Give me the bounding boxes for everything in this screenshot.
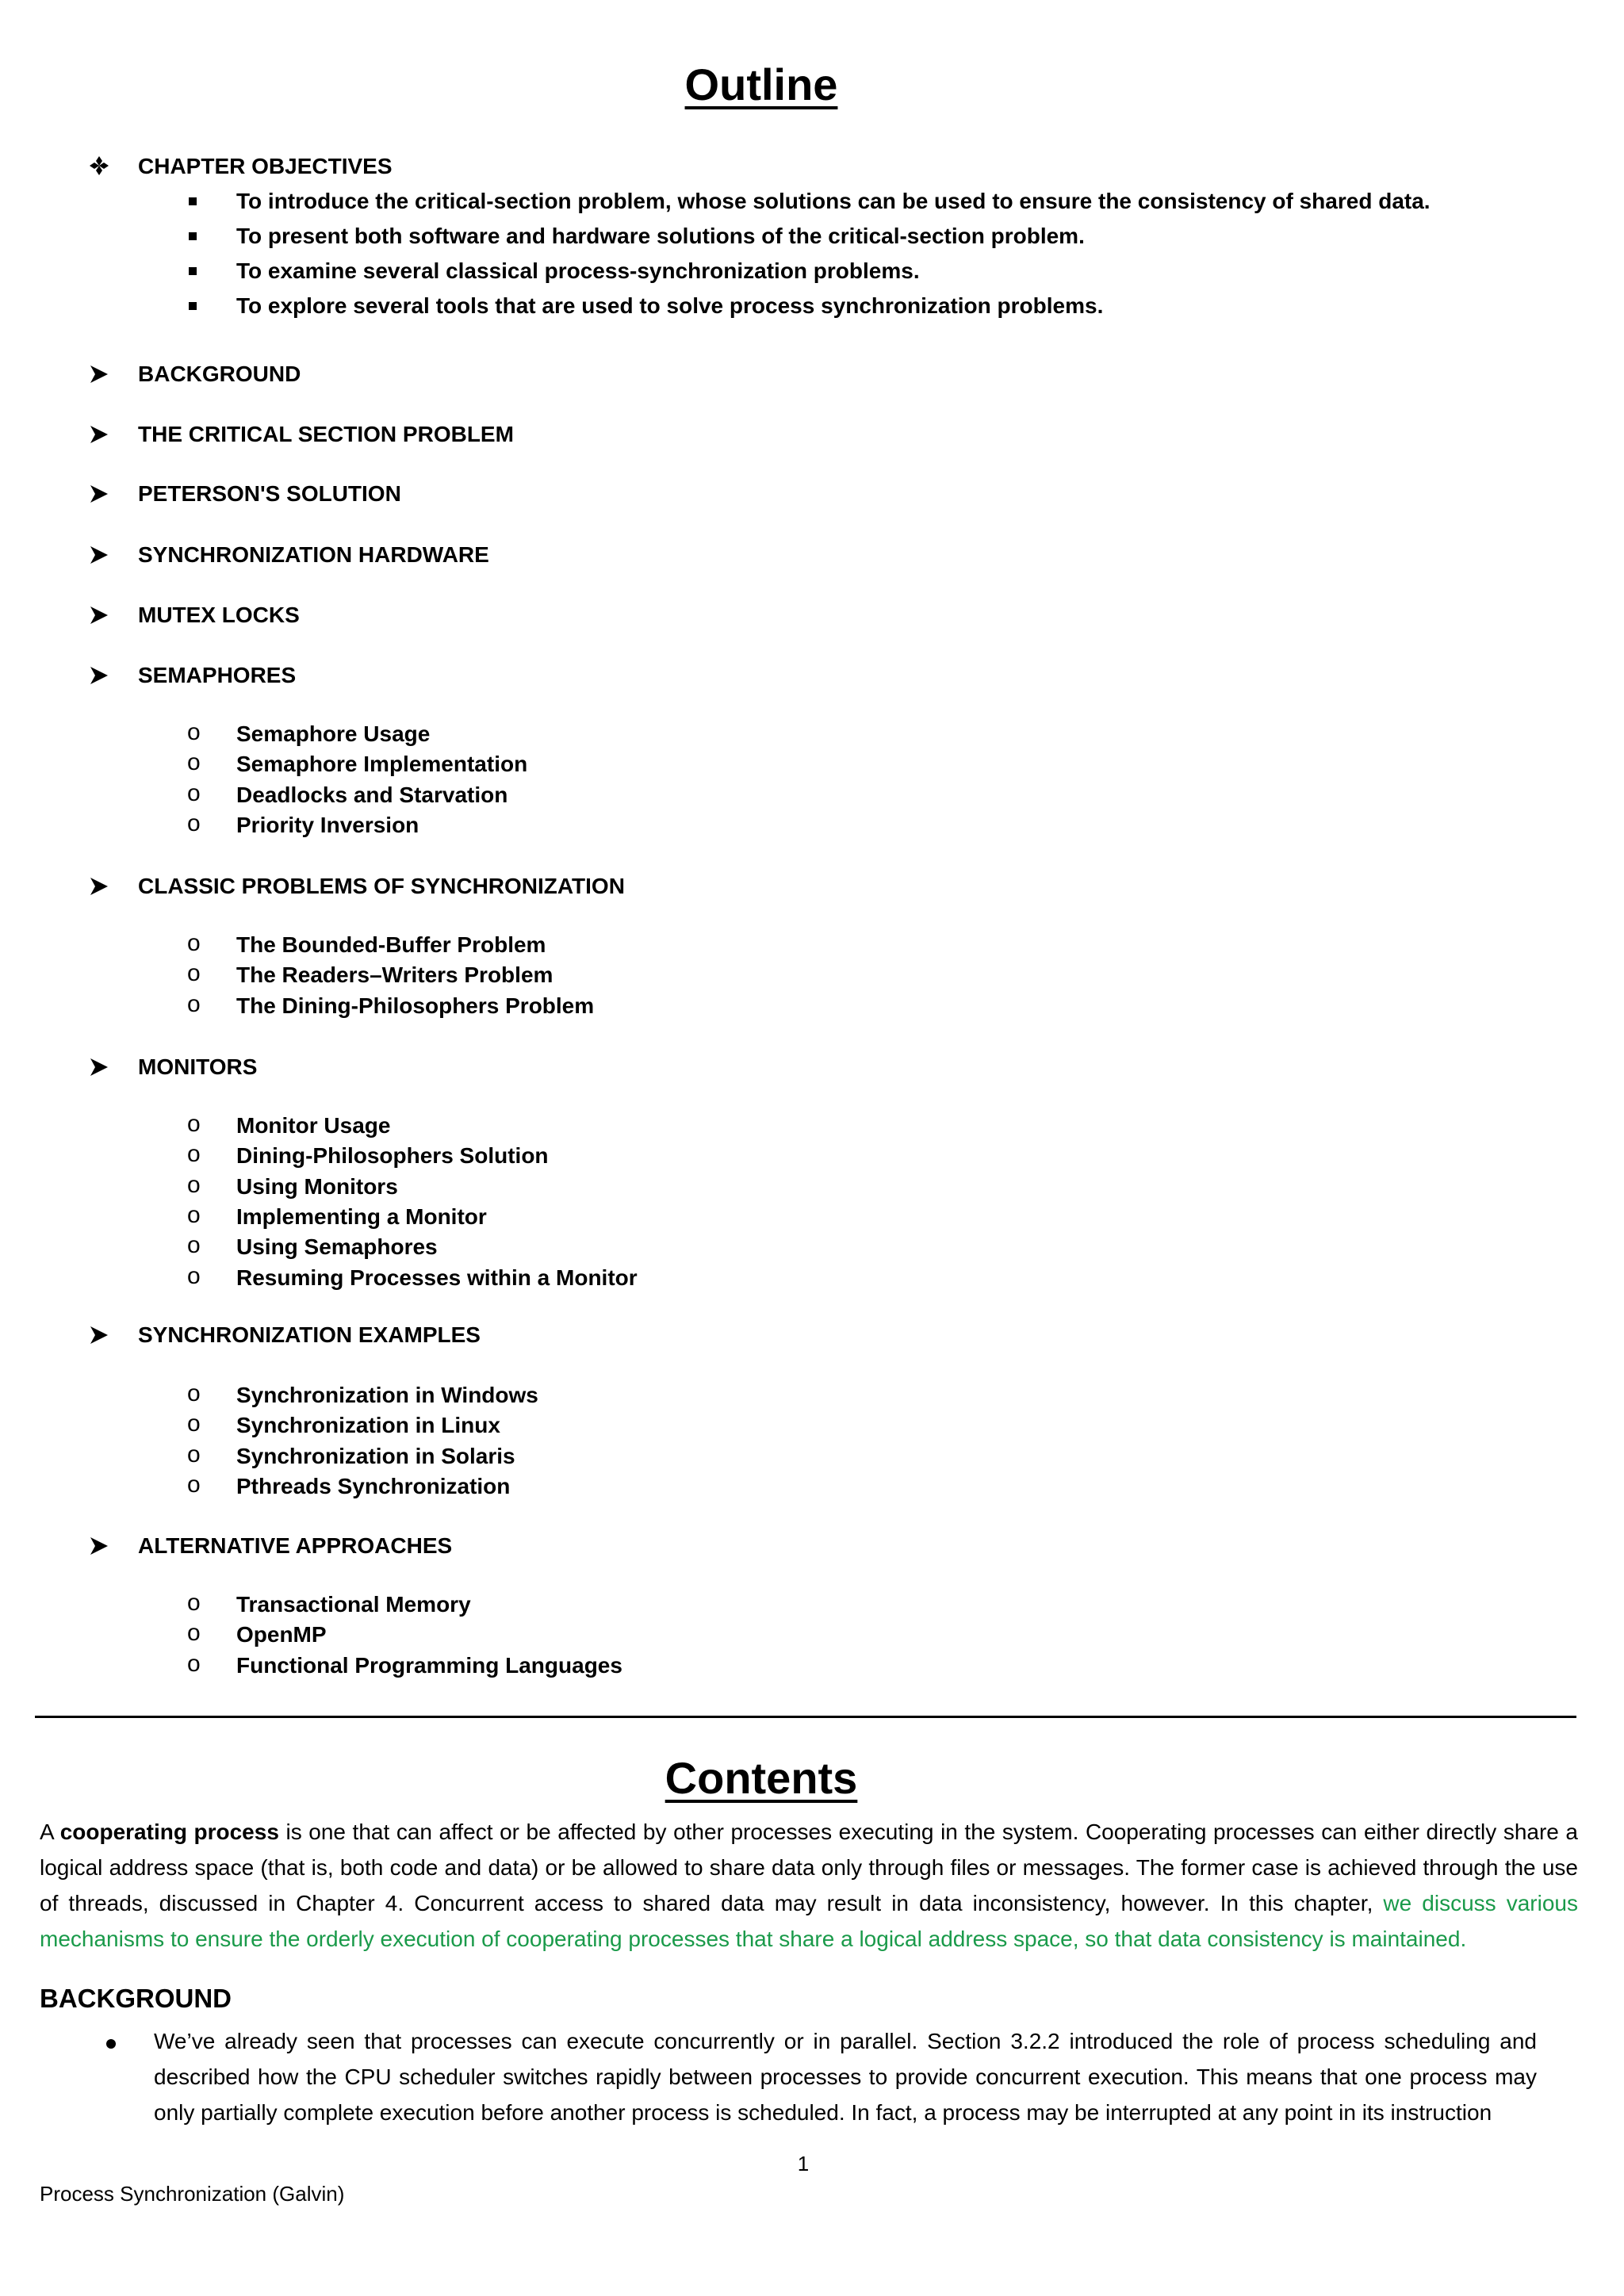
square-bullet-icon — [189, 197, 197, 205]
outline-subitem: Synchronization in Solaris — [236, 1444, 515, 1468]
objective-item: To present both software and hardware solutions of the critical-section problem. — [236, 224, 1085, 248]
outline-section-heading: SYNCHRONIZATION HARDWARE — [138, 542, 489, 567]
section-divider — [35, 1716, 1576, 1718]
square-bullet-icon — [189, 232, 197, 240]
circle-bullet-icon: o — [187, 810, 201, 836]
footer-source: Process Synchronization (Galvin) — [40, 2182, 345, 2206]
background-heading: BACKGROUND — [40, 1984, 232, 2013]
outline-section-heading: SEMAPHORES — [138, 663, 297, 687]
arrow-bullet-icon — [89, 484, 109, 504]
outline-section-heading: PETERSON'S SOLUTION — [138, 481, 401, 506]
outline-subitem: Synchronization in Windows — [236, 1383, 538, 1407]
outline-subitem: Deadlocks and Starvation — [236, 783, 508, 807]
outline-section-heading: MONITORS — [138, 1054, 258, 1079]
outline-subitem: Semaphore Implementation — [236, 752, 528, 776]
outline-subitem: Monitor Usage — [236, 1113, 391, 1138]
objective-item: To examine several classical process-synchronization problems. — [236, 258, 920, 283]
outline-section-heading: ALTERNATIVE APPROACHES — [138, 1533, 453, 1558]
outline-title: Outline — [684, 59, 838, 109]
circle-bullet-icon: o — [187, 1471, 201, 1498]
arrow-bullet-icon — [89, 876, 109, 897]
circle-bullet-icon: o — [187, 930, 201, 956]
circle-bullet-icon: o — [187, 1111, 201, 1137]
outline-subitem: Priority Inversion — [236, 813, 419, 837]
outline-section-heading: THE CRITICAL SECTION PROBLEM — [138, 422, 514, 446]
circle-bullet-icon: o — [187, 1651, 201, 1677]
arrow-bullet-icon — [89, 665, 109, 686]
square-bullet-icon — [189, 302, 197, 310]
circle-bullet-icon: o — [187, 1620, 201, 1646]
outline-subitem: Synchronization in Linux — [236, 1413, 500, 1437]
cooperating-process-term: cooperating process — [59, 1820, 279, 1844]
arrow-bullet-icon — [89, 1057, 109, 1077]
objective-item: To explore several tools that are used to solve process synchronization problems. — [236, 293, 1104, 318]
objective-item: To introduce the critical-section problem, whose solutions can be used to ensure the consistency of shared data. — [236, 189, 1431, 213]
circle-bullet-icon: o — [187, 1441, 201, 1468]
bullet-dot-icon — [106, 2039, 116, 2049]
outline-subitem: Resuming Processes within a Monitor — [236, 1265, 638, 1290]
circle-bullet-icon: o — [187, 719, 201, 745]
arrow-bullet-icon — [89, 424, 109, 445]
outline-subitem: OpenMP — [236, 1622, 327, 1647]
circle-bullet-icon: o — [187, 960, 201, 986]
square-bullet-icon — [189, 267, 197, 275]
circle-bullet-icon: o — [187, 749, 201, 775]
outline-subitem: The Bounded-Buffer Problem — [236, 932, 546, 957]
outline-subitem: Transactional Memory — [236, 1592, 471, 1617]
outline-subitem: The Dining-Philosophers Problem — [236, 993, 595, 1018]
circle-bullet-icon: o — [187, 1590, 201, 1616]
outline-subitem: Dining-Philosophers Solution — [236, 1143, 549, 1168]
circle-bullet-icon: o — [187, 1232, 201, 1258]
outline-subitem: Using Semaphores — [236, 1234, 438, 1259]
circle-bullet-icon: o — [187, 1380, 201, 1406]
arrow-bullet-icon — [89, 1536, 109, 1556]
circle-bullet-icon: o — [187, 1172, 201, 1198]
outline-subitem: Semaphore Usage — [236, 721, 431, 746]
outline-section-heading: CLASSIC PROBLEMS OF SYNCHRONIZATION — [138, 874, 625, 898]
circle-bullet-icon: o — [187, 991, 201, 1017]
circle-bullet-icon: o — [187, 1141, 201, 1167]
arrow-bullet-icon — [89, 1325, 109, 1345]
outline-section-heading: BACKGROUND — [138, 362, 301, 386]
diamond-bullet-icon — [89, 155, 109, 176]
outline-section-heading: MUTEX LOCKS — [138, 603, 300, 627]
page-number: 1 — [797, 2152, 810, 2175]
background-bullet-text: We’ve already seen that processes can execute concurrently or in parallel. Section 3.2.2 introduced the role of process scheduling and described how the CPU scheduler switches rapidly between processes to provide concurrent execution. This means that one process may only partially complete execution before another process is scheduled. In fact, a process may be interrupted at any point in its instruction — [154, 2029, 1537, 2125]
circle-bullet-icon: o — [187, 1202, 201, 1228]
circle-bullet-icon: o — [187, 1410, 201, 1437]
objectives-heading: CHAPTER OBJECTIVES — [138, 154, 393, 178]
circle-bullet-icon: o — [187, 780, 201, 806]
arrow-bullet-icon — [89, 545, 109, 565]
contents-title: Contents — [665, 1753, 858, 1803]
chapter-goal-highlight: we discuss various mechanisms to ensure the orderly execution of cooperating processes that share a logical address space, so that data consistency is maintained. — [40, 1891, 1578, 1951]
intro-paragraph: A cooperating process is one that can affect or be affected by other processes executing in the system. Cooperating processes can either directly share a logical address space (that is, both code and data) or be allowed to share data only through files or messages. The former case is achieved through the use of threads, discussed in Chapter 4. Concurrent access to shared data may result in data inconsistency, however. In this chapter, we discuss various mechanisms to ensure the orderly execution of cooperating processes that share a logical address space, so that data consistency is maintained. — [40, 1820, 1578, 1951]
circle-bullet-icon: o — [187, 1263, 201, 1289]
outline-subitem: Implementing a Monitor — [236, 1204, 487, 1229]
outline-subitem: Using Monitors — [236, 1174, 398, 1199]
outline-subitem: Pthreads Synchronization — [236, 1474, 511, 1498]
arrow-bullet-icon — [89, 605, 109, 626]
outline-subitem: Functional Programming Languages — [236, 1653, 622, 1678]
outline-section-heading: SYNCHRONIZATION EXAMPLES — [138, 1322, 481, 1347]
arrow-bullet-icon — [89, 364, 109, 385]
outline-subitem: The Readers–Writers Problem — [236, 962, 553, 987]
